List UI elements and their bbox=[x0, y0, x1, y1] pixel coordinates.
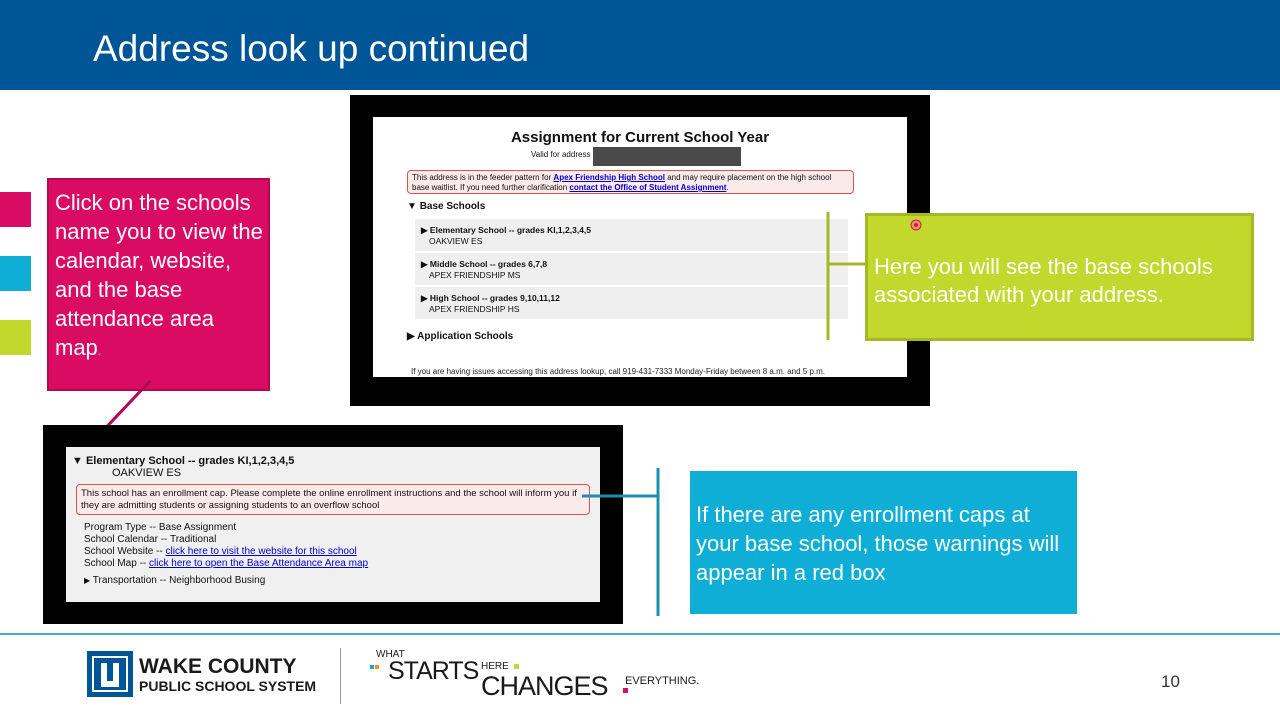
slogan bbox=[368, 648, 728, 702]
feeder-school-link[interactable]: Apex Friendship High School bbox=[553, 173, 665, 182]
slogan-changes: CHANGES bbox=[481, 671, 608, 701]
wcpss-logo-mark-icon bbox=[87, 651, 133, 697]
pink-side-bar bbox=[0, 192, 31, 227]
wcpss-logo-icon bbox=[87, 651, 133, 697]
base-schools-callout-text: Here you will see the base schools associated with your address. bbox=[874, 254, 1213, 307]
detail-heading-text: Elementary School -- grades KI,1,2,3,4,5 bbox=[85, 455, 295, 467]
slogan-what: WHAT bbox=[376, 649, 405, 660]
click-school-callout-period: . bbox=[97, 344, 102, 358]
school-map-line bbox=[84, 558, 368, 569]
caret-right-icon: ▶ bbox=[421, 225, 428, 235]
slogan-everything: EVERYTHING. bbox=[625, 675, 700, 687]
click-school-callout-body: Click on the schools name you to view the calendar, website, and the base attendance area map bbox=[55, 190, 263, 360]
school-heading bbox=[421, 293, 560, 304]
help-footnote: If you are having issues accessing this address lookup, call 919-431-7333 Monday-Friday between 8 a.m. and 5 p.m. bbox=[411, 367, 826, 376]
school-heading-text: High School -- grades 9,10,11,12 bbox=[429, 293, 560, 303]
school-heading bbox=[421, 225, 591, 236]
caret-down-icon: ▼ bbox=[72, 455, 83, 467]
contact-osa-link[interactable]: contact the Office of Student Assignment bbox=[569, 183, 727, 192]
green-side-bar bbox=[0, 320, 31, 355]
logo-wake-county: WAKE COUNTY bbox=[139, 655, 297, 678]
caret-right-icon: ▶ bbox=[421, 293, 428, 303]
school-map-link[interactable]: click here to open the Base Attendance Area map bbox=[149, 558, 369, 569]
enrollment-cap-callout-text: If there are any enrollment caps at your base school, those warnings will appear in a red box bbox=[696, 502, 1060, 585]
school-map-label: School Map -- bbox=[84, 558, 147, 569]
school-heading-text: Elementary School -- grades KI,1,2,3,4,5 bbox=[429, 225, 592, 235]
address-redacted-box bbox=[593, 147, 741, 166]
slogan-square-icon bbox=[623, 688, 628, 693]
feeder-warning bbox=[407, 170, 854, 194]
school-detail-panel bbox=[66, 447, 600, 602]
slogan-starts: STARTS bbox=[388, 657, 479, 685]
caret-right-icon: ▶ bbox=[84, 576, 91, 585]
school-name: OAKVIEW ES bbox=[429, 236, 483, 246]
school-website-line bbox=[84, 546, 357, 557]
school-heading bbox=[421, 259, 547, 270]
school-heading-text: Middle School -- grades 6,7,8 bbox=[429, 259, 548, 269]
school-row[interactable] bbox=[415, 253, 848, 285]
valid-for-address-label: Valid for address bbox=[531, 150, 591, 159]
click-school-callout-text bbox=[55, 188, 265, 366]
cursor-dot-icon bbox=[910, 219, 922, 231]
school-name: APEX FRIENDSHIP MS bbox=[429, 270, 521, 280]
green-callout-connector bbox=[826, 212, 868, 342]
feeder-text-2: and may require placement on the high school base waitlist. If you need further clarification bbox=[412, 173, 832, 192]
slogan-square-icon bbox=[375, 665, 379, 669]
blue-side-bar bbox=[0, 256, 31, 291]
base-schools-label: Base Schools bbox=[419, 201, 486, 212]
program-type: Program Type -- Base Assignment bbox=[84, 522, 237, 533]
slide-title: Address look up continued bbox=[93, 28, 530, 69]
feeder-text-1: This address is in the feeder pattern for bbox=[412, 173, 552, 182]
school-calendar: School Calendar -- Traditional bbox=[84, 534, 217, 545]
school-name: APEX FRIENDSHIP HS bbox=[429, 304, 520, 314]
transportation-text: Transportation -- Neighborhood Busing bbox=[92, 575, 266, 586]
slide-header bbox=[0, 0, 1280, 90]
caret-down-icon: ▼ bbox=[407, 201, 417, 212]
caret-right-icon: ▶ bbox=[421, 259, 428, 269]
school-website-link[interactable]: click here to visit the website for this school bbox=[165, 546, 357, 557]
page-number: 10 bbox=[1161, 672, 1180, 691]
application-schools-toggle[interactable] bbox=[407, 331, 513, 342]
base-schools-callout bbox=[865, 213, 1254, 341]
slogan-square-icon bbox=[514, 664, 519, 669]
application-schools-label: Application Schools bbox=[417, 331, 514, 342]
school-row[interactable] bbox=[415, 287, 848, 319]
assignment-title: Assignment for Current School Year bbox=[510, 129, 770, 146]
school-row[interactable] bbox=[415, 219, 848, 251]
school-detail-screenshot bbox=[43, 425, 623, 624]
transportation-toggle[interactable] bbox=[84, 575, 265, 586]
click-school-callout bbox=[47, 178, 270, 391]
feeder-text-3: . bbox=[726, 183, 729, 192]
blue-callout-connector bbox=[582, 468, 662, 618]
base-schools-toggle[interactable] bbox=[407, 201, 485, 212]
logo-public-school-system: PUBLIC SCHOOL SYSTEM bbox=[139, 678, 317, 694]
footer-vertical-divider bbox=[340, 648, 341, 704]
detail-heading[interactable] bbox=[72, 455, 294, 467]
enrollment-cap-warning: This school has an enrollment cap. Please complete the online enrollment instructions and the school will inform you if they are admitting students or assigning students to an overflow school bbox=[76, 484, 590, 515]
caret-right-icon: ▶ bbox=[407, 331, 415, 342]
slogan-square-icon bbox=[370, 665, 374, 669]
school-website-label: School Website -- bbox=[84, 546, 163, 557]
footer-divider bbox=[0, 633, 1280, 635]
slogan-here: HERE bbox=[481, 661, 509, 672]
detail-school-name: OAKVIEW ES bbox=[112, 467, 182, 479]
enrollment-cap-callout bbox=[690, 471, 1077, 614]
